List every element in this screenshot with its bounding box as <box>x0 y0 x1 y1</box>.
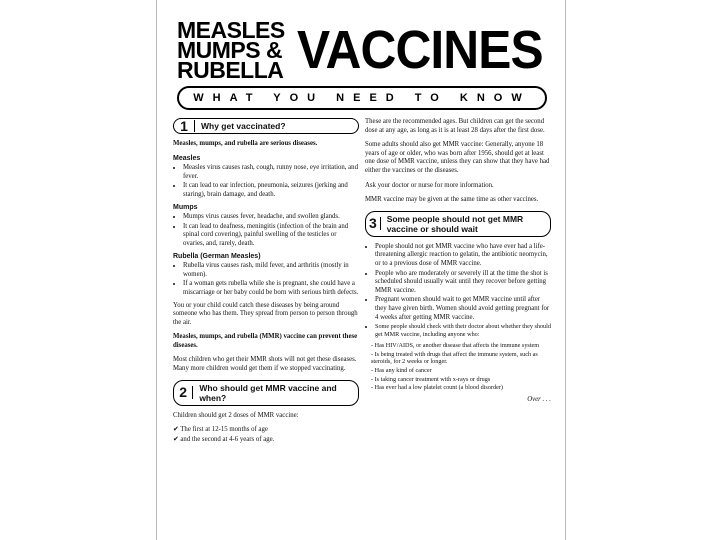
check-icon: ✔ <box>173 435 181 443</box>
vaccine-info-sheet <box>156 0 566 540</box>
adults-paragraph: Some adults should also get MMR vaccine: Generally, anyone 18 years of age or older, who was born after 1956, should get at least one dose of MMR vaccine, unless they can show that they have had either the vaccines or the diseases. <box>365 141 550 174</box>
list-item: • Some people should check with their doctor about whether they should get MMR vaccine, including anyone who: <box>375 323 551 338</box>
section-1-intro: Measles, mumps, and rubella are serious diseases. <box>173 140 318 147</box>
list-item: • It can lead to ear infection, pneumonia, seizures (jerking and staring), brain damage, and death. <box>183 182 359 199</box>
prevention-paragraph: Measles, mumps, and rubella (MMR) vaccine can prevent these diseases. <box>173 333 358 349</box>
right-column <box>365 118 551 404</box>
section-3-number: 3 <box>366 217 381 230</box>
sub-item: Is taking cancer treatment with x-rays or drugs <box>374 375 491 383</box>
list-item: • Rubella virus causes rash, mild fever, and arthritis (mostly in women). <box>183 262 359 279</box>
section-2-header <box>173 380 359 406</box>
section-1-header <box>173 118 359 134</box>
dose-schedule-list <box>173 426 359 444</box>
list-item: - Is being treated with drugs that affect the immune system, such as steroids, for 2 weeks or longer. <box>371 350 538 366</box>
title-line-mumps: MUMPS & <box>177 37 283 63</box>
mumps-list <box>173 213 359 248</box>
dose-second: and the second at 4-6 years of age. <box>180 435 275 443</box>
list-item: • If a woman gets rubella while she is pregnant, she could have a miscarriage or her baby could be born with serious birth defects. <box>183 280 359 297</box>
subtitle-band: WHAT YOU NEED TO KNOW <box>177 86 547 110</box>
section-3-title: Some people should not get MMR vaccine or should wait <box>386 213 524 234</box>
effectiveness-paragraph: Most children who get their MMR shots will not get these diseases. Many more children would get them if we stopped vaccinating. <box>173 356 357 373</box>
section-2-intro: Children should get 2 doses of MMR vaccine: <box>173 411 299 419</box>
rubella-list <box>173 262 359 297</box>
list-item: • Measles virus causes rash, cough, runny nose, eye irritation, and fever. <box>183 164 359 181</box>
rubella-heading: Rubella (German Measles) <box>173 252 261 260</box>
list-item: • People who are moderately or severely ill at the time the shot is scheduled should usually wait until they recover before getting MMR vaccine. <box>375 270 551 296</box>
left-column <box>173 118 359 448</box>
title-diseases <box>177 17 285 83</box>
list-item: • Pregnant women should wait to get MMR vaccine until after they have given birth. Women should avoid getting pregnant for 4 weeks after getting MMR vaccine. <box>375 296 551 322</box>
measles-list <box>173 164 359 199</box>
list-item: - Is taking cancer treatment with x-rays or drugs <box>371 375 491 383</box>
contraindications-list <box>365 243 551 339</box>
ask-doctor-paragraph: Ask your doctor or nurse for more information. <box>365 181 494 189</box>
section-1-number: 1 <box>174 120 195 133</box>
over-continuation: Over . . . <box>527 395 551 403</box>
section-2-number: 2 <box>174 386 193 399</box>
check-with-doctor-list <box>365 342 551 392</box>
sub-item: Has HIV/AIDS, or another disease that affects the immune system <box>374 342 540 350</box>
list-item: • Mumps virus causes fever, headache, and swollen glands. <box>183 213 359 222</box>
dose-first: The first at 12-15 months of age <box>180 426 268 434</box>
list-item <box>173 436 359 445</box>
sub-item: Has ever had a low platelet count (a blood disorder) <box>374 384 503 392</box>
title-line-measles: MEASLES <box>177 17 285 43</box>
title-vaccines: VACCINES <box>297 20 543 80</box>
list-item: - Has any kind of cancer <box>371 367 432 375</box>
list-item <box>173 426 359 435</box>
recommended-ages-paragraph: These are the recommended ages. But children can get the second dose at any age, as long as it is at least 28 days after the first dose. <box>365 118 545 134</box>
list-item: - Has ever had a low platelet count (a blood disorder) <box>371 384 503 392</box>
list-item: • It can lead to deafness, meningitis (infection of the brain and spinal cord covering), painful swelling of the testicles or ovaries, and, rarely, death. <box>183 223 359 249</box>
title-line-rubella: RUBELLA <box>177 57 284 83</box>
sub-item: Has any kind of cancer <box>374 367 432 375</box>
measles-heading: Measles <box>173 154 201 162</box>
other-vaccines-paragraph: MMR vaccine may be given at the same time as other vaccines. <box>365 196 539 204</box>
mumps-heading: Mumps <box>173 203 198 211</box>
list-item: • People should not get MMR vaccine who have ever had a life-threatening allergic reaction to gelatin, the antibiotic neomycin, or to a previous dose of MMR vaccine. <box>375 243 551 269</box>
list-item: - Has HIV/AIDS, or another disease that affects the immune system <box>371 342 540 350</box>
check-icon: ✔ <box>173 426 181 434</box>
section-2-title: Who should get MMR vaccine and when? <box>199 382 337 403</box>
section-1-title: Why get vaccinated? <box>201 121 286 131</box>
sub-item: Is being treated with drugs that affect the immune system, such as steroids, for 2 weeks or longer. <box>371 350 538 366</box>
transmission-paragraph: You or your child could catch these diseases by being around someone who has them. They spread from person to person through the air. <box>173 301 358 326</box>
section-3-header <box>365 211 551 237</box>
